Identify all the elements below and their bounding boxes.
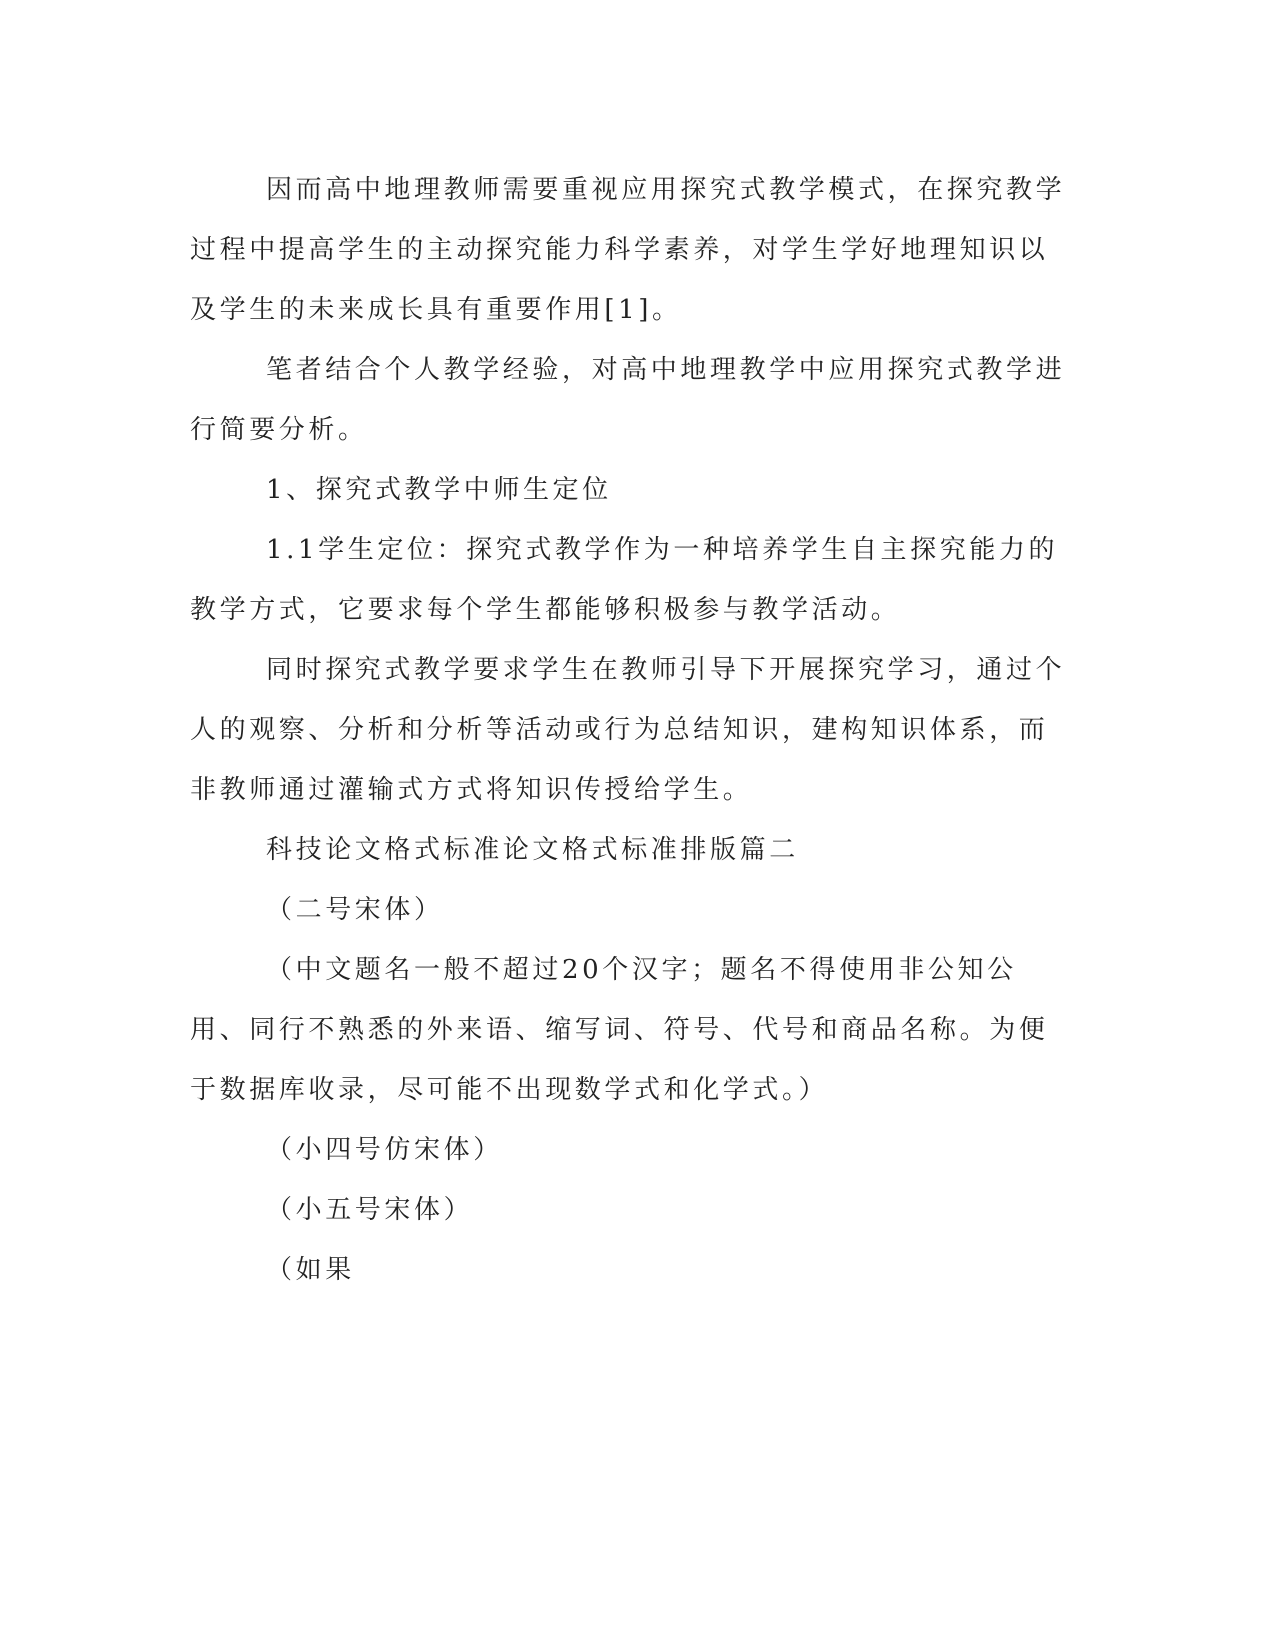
article-title-line: 科技论文格式标准论文格式标准排版篇二 (266, 835, 799, 865)
paragraph-intro: 因而高中地理教师需要重视应用探究式教学模式，在探究教学过程中提高学生的主动探究能力科学素养，对学生学好地理知识以及学生的未来成长具有重要作用[1]。 (190, 175, 1066, 325)
font-note-affiliation: （小五号宋体） (266, 1195, 474, 1225)
paragraph-author-note: 笔者结合个人教学经验，对高中地理教学中应用探究式教学进行简要分析。 (190, 355, 1066, 445)
title-rules-note: （中文题名一般不超过20个汉字；题名不得使用非公知公用、同行不熟悉的外来语、缩写词、符号、代号和商品名称。为便于数据库收录，尽可能不出现数学式和化学式。） (190, 955, 1049, 1105)
truncated-note: （如果 (266, 1255, 355, 1285)
section-heading-1: 1、探究式教学中师生定位 (266, 475, 612, 505)
subsection-1-1: 1.1学生定位：探究式教学作为一种培养学生自主探究能力的教学方式，它要求每个学生都能够积极参与教学活动。 (190, 535, 1059, 625)
paragraph-inquiry-learning: 同时探究式教学要求学生在教师引导下开展探究学习，通过个人的观察、分析和分析等活动或行为总结知识，建构知识体系，而非教师通过灌输式方式将知识传授给学生。 (190, 655, 1066, 805)
document-body (190, 160, 1070, 1300)
font-note-author: （小四号仿宋体） (266, 1135, 503, 1165)
font-note-title: （二号宋体） (266, 895, 444, 925)
